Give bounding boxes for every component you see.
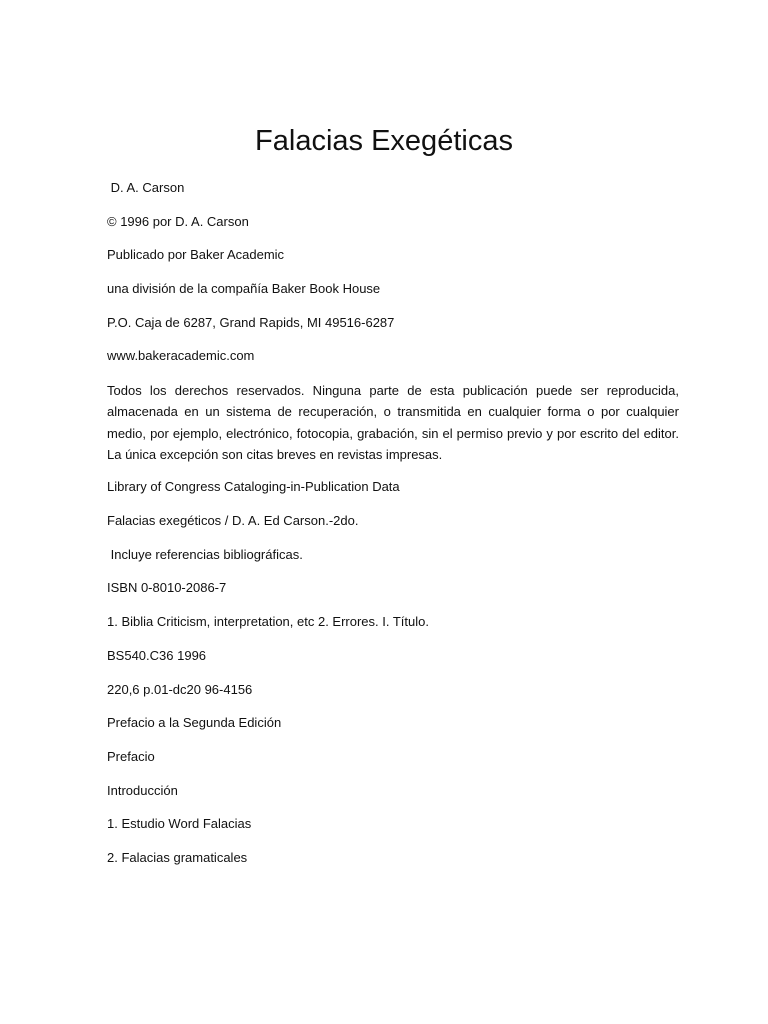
toc-item: Prefacio a la Segunda Edición bbox=[107, 715, 282, 730]
website-line: www.bakeracademic.com bbox=[107, 348, 255, 363]
lc-class-line: BS540.C36 1996 bbox=[107, 648, 207, 663]
copyright-line: © 1996 por D. A. Carson bbox=[107, 214, 249, 229]
toc-item: Prefacio bbox=[107, 749, 155, 764]
rights-notice-paragraph: Todos los derechos reservados. Ninguna parte de esta publicación puede ser reproducida, almacenada en un sistema de recuperación, o transmitida en cualquier forma o por cualquier medio, por ejemplo, electrónico, fotocopia, grabación, sin el permiso previo y por escrito del editor. La única excepción son citas breves en revistas impresas. bbox=[107, 383, 679, 462]
document-title: Falacias Exegéticas bbox=[255, 125, 513, 157]
toc-item: 2. Falacias gramaticales bbox=[107, 850, 248, 865]
cip-title-line: Falacias exegéticos / D. A. Ed Carson.-2do. bbox=[107, 513, 359, 528]
publisher-line: Publicado por Baker Academic bbox=[107, 247, 285, 262]
isbn-line: ISBN 0-8010-2086-7 bbox=[107, 580, 227, 595]
dewey-line: 220,6 p.01-dc20 96-4156 bbox=[107, 682, 253, 697]
author-line: D. A. Carson bbox=[107, 180, 185, 195]
subjects-line: 1. Biblia Criticism, interpretation, etc 2. Errores. I. Título. bbox=[107, 614, 429, 629]
toc-item: 1. Estudio Word Falacias bbox=[107, 816, 252, 831]
address-line: P.O. Caja de 6287, Grand Rapids, MI 49516-6287 bbox=[107, 315, 395, 330]
cip-heading: Library of Congress Cataloging-in-Publication Data bbox=[107, 479, 400, 494]
toc-item: Introducción bbox=[107, 783, 178, 798]
cip-note-line: Incluye referencias bibliográficas. bbox=[107, 547, 303, 562]
division-line: una división de la compañía Baker Book House bbox=[107, 281, 381, 296]
